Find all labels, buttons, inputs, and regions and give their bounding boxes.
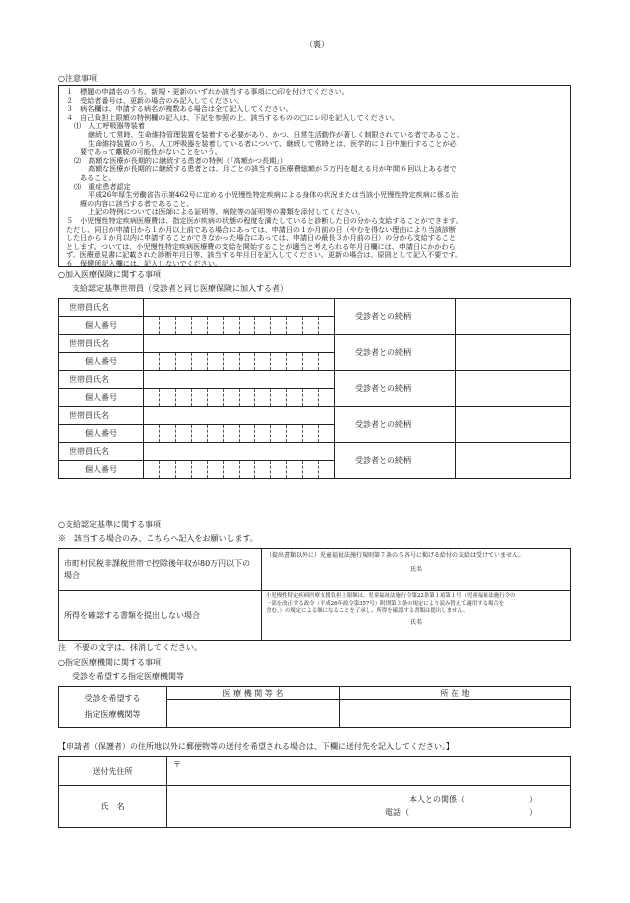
mailing-name-label: 氏 名 [59,786,167,828]
relation-label: 受診者との続柄 [335,299,456,335]
postal-mark: 〒 [173,760,181,769]
criteria-row1-label: 市町村民税非課税世帯で控除後年収が80万円以下の場合 [59,549,262,591]
personal-number-label: 個人番号 [59,389,144,407]
criteria-row2-content[interactable] [262,591,571,641]
note-line: 高額な医療が長期的に継続する患者とは、月ごとの該当する医療費総額が５万円を超える月が年間６回以上ある者で [88,164,457,174]
member-name-field[interactable] [144,335,335,353]
mailing-address-field[interactable] [167,757,571,786]
member-name-label: 世帯員氏名 [59,299,144,317]
facility-row-label: 受診を希望する 指定医療機関等 [59,687,167,728]
mailing-relation: 本人との関係（ ） [409,795,537,804]
note-line: ⑵ 高額な医療が長期的に継続する患者の特例（「高額かつ長期」） [74,155,287,165]
note-line: １ 標題の申請名のうち、新規・更新のいずれか該当する事項に○印を付けてください。 [66,87,349,96]
facility-col-name: 医 療 機 関 等 名 [167,687,340,700]
member-name-label: 世帯員氏名 [59,371,144,389]
personal-number-label: 個人番号 [59,353,144,371]
relation-label: 受診者との続柄 [335,335,456,371]
personal-number-field[interactable] [144,461,335,479]
facility-heading: ○指定医療機関に関する事項 [58,658,161,667]
insurance-heading: ○加入医療保険に関する事項 [58,270,161,279]
note-line: 療の内容に該当する者であること。 [80,198,194,208]
member-name-field[interactable] [144,407,335,425]
member-name-field[interactable] [144,299,335,317]
note-line: ただし、同日が申請日から１か月以上前である場合にあっては、申請日の１か月前の日（やむを得ない理由により当該診断 [66,224,457,234]
note-line: ２ 受給者番号は、更新の場合のみ記入してください。 [66,95,244,105]
personal-number-label: 個人番号 [59,425,144,443]
member-name-label: 世帯員氏名 [59,335,144,353]
facility-name-field[interactable] [167,700,340,728]
note-line: ⑴ 人工呼吸器等装着 [74,121,145,131]
mailing-phone: 電話（ ） [385,808,537,817]
footnote: 注 不要の文字は、抹消してください。 [58,643,202,652]
criteria-row1-sign: 氏名 [409,566,422,573]
note-line: あること。 [80,172,116,182]
personal-number-field[interactable] [144,389,335,407]
insurance-table [58,298,571,479]
relation-label: 受診者との続柄 [335,371,456,407]
criteria-row2-line: 含む。）の規定による額になることを了承し、所得を確認する書類は提出しません。 [266,608,469,615]
personal-number-label: 個人番号 [59,317,144,335]
note-line: ６ 保健所記入欄には、記入しないでください。 [66,258,223,268]
criteria-table [58,548,571,641]
criteria-row2-label: 所得を確認する書類を提出しない場合 [59,591,262,641]
note-line: した日から１か月以内に申請することができなかった場合にあっては、申請日の最長３か月前の日）の分から支給すること [66,233,457,243]
personal-number-field[interactable] [144,353,335,371]
relation-field[interactable] [456,407,571,443]
criteria-row1-content[interactable]: （提出書類以外に）児童福祉法施行規則第７条の５各号に掲げる給付の支給は受けていません。 氏名 [262,549,571,591]
relation-field[interactable] [456,371,571,407]
mailing-table [58,756,571,828]
member-name-label: 世帯員氏名 [59,407,144,425]
relation-field[interactable] [456,299,571,335]
criteria-note: ※ 該当する場合のみ、こちらへ記入をお願いします。 [58,534,258,543]
personal-number-label: 個人番号 [59,461,144,479]
criteria-row2-line: 一部を改正する政令（平成26年政令第357号）附則第３条の規定により読み替えて適用する場合を [266,600,505,607]
member-name-label: 世帯員氏名 [59,443,144,461]
note-line: 上記の特例については医師による証明等、病院等の証明等の書類を添付してください。 [88,207,365,217]
note-line: とします。ついては、小児慢性特定疾病医療費の支給を開始することが適当と考えられる年月日欄には、申請日にかかわら [66,241,456,251]
relation-label: 受診者との続柄 [335,407,456,443]
personal-number-field[interactable] [144,317,335,335]
note-line: ５ 小児慢性特定疾病医療費は、指定医が疾病の状態の程度を満たしていると診断した日の分から支給することができます。 [66,215,463,225]
note-line: 継続して常時、生命維持管理装置を装着する必要があり、かつ、日常生活動作が著しく制限されている者であること。 [88,129,464,139]
criteria-row2-line: 小児慢性特定疾病医療支援負担上限額は、児童福祉法施行令第22条第１項第１号（児童福祉法施行令の [266,593,516,599]
notes-heading: ○注意事項 [58,74,97,83]
note-line: 生命維持装置のうち、人工呼吸器を装着している者について、継続して常時とは、医学的に１日中施行することが必 [88,138,457,148]
note-line: ⑶ 重症患者認定 [74,181,131,191]
personal-number-field[interactable] [144,425,335,443]
criteria-row2-sign: 氏名 [409,618,422,626]
member-name-field[interactable] [144,443,335,461]
criteria-heading: ○支給認定基準に関する事項 [58,520,161,529]
notes-list [66,88,464,268]
mailing-heading: 【申請者（保護者）の住所地以外に郵便物等の送付を希望される場合は、下欄に送付先を記入してください。】 [58,742,454,751]
mailing-name-field[interactable] [167,786,571,828]
member-name-field[interactable] [144,371,335,389]
relation-label: 受診者との続柄 [335,443,456,479]
facility-subheading: 受診を希望する指定医療機関等 [72,672,184,681]
note-line: ず、医療意見書に記載された診断年月日等、該当する年月日を記入してください。更新の場合は、原則として記入不要です。 [66,250,463,260]
insurance-subheading: 支給認定基準世帯員（受診者と同じ医療保険に加入する者） [72,284,288,293]
relation-field[interactable] [456,335,571,371]
page-header: （裏） [305,40,329,49]
facility-address-field[interactable] [340,700,571,728]
mailing-address-label: 送付先住所 [59,757,167,786]
note-line: ３ 病名欄は、申請する病名が複数ある場合は全て記入してください。 [66,104,293,114]
note-line: ４ 自己負担上限額の特例欄の記入は、下記を参照の上、該当するものの□にレ印を記入してください。 [66,112,400,122]
facility-table [58,686,571,728]
note-line: 要であって離脱の可能性がないことをいう。 [80,147,222,157]
relation-field[interactable] [456,443,571,479]
note-line: 平成26年厚生労働省告示第462号に定める小児慢性特定疾病による身体の状況または当該小児慢性特定疾病に係る治 [88,190,459,200]
facility-col-address: 所 在 地 [340,687,571,700]
